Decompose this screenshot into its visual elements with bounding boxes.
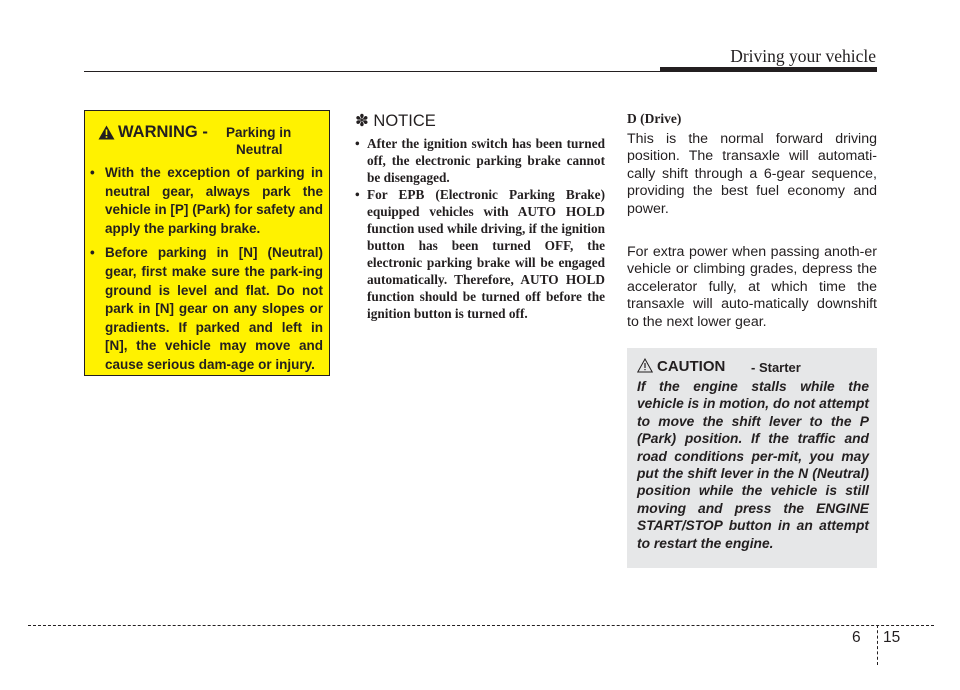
warning-triangle-icon: [98, 125, 115, 140]
warning-subtitle-line1: Parking in: [226, 125, 292, 140]
warning-box: [84, 110, 330, 376]
caution-triangle-icon: [637, 358, 653, 373]
footer-rule: [28, 625, 934, 626]
caution-subtitle: - Starter: [751, 360, 801, 375]
warning-list: [85, 164, 331, 381]
notice-item: • After the ignition switch has been turned off, the electronic parking brake cannot be disengaged.: [355, 136, 605, 185]
section-title: Driving your vehicle: [730, 46, 876, 66]
drive-paragraph: For extra power when passing anoth-er vehicle or climbing grades, depress the accelerator fully, at which time the transaxle will auto-matically downshift to the next lower gear.: [627, 244, 877, 330]
warning-item-text: With the exception of parking in neutral gear, always park the vehicle in [P] (Park) for safety and apply the parking brake.: [105, 165, 323, 236]
notice-item-text: For EPB (Electronic Parking Brake) equipped vehicles with AUTO HOLD function used while driving, if the ignition button has been turned OFF, the electronic parking brake will be engaged automatically. Therefore, AUTO HOLD function should be turned off before the ignition button is turned off.: [367, 187, 605, 321]
header-rule-thick: [660, 67, 877, 72]
warning-item: • Before parking in [N] (Neutral) gear, first make sure the park-ing ground is level and flat. Do not park in [N] gear on any slopes or gradients. If parked and left in [N], the vehicle may move and cause serious dam-age or injury.: [90, 245, 323, 372]
notice-item: • For EPB (Electronic Parking Brake) equipped vehicles with AUTO HOLD function used while driving, if the ignition button has been turned OFF, the electronic parking brake will be engaged automatically. Therefore, AUTO HOLD function should be turned off before the ignition button is turned off.: [355, 187, 605, 321]
notice-title: ✽ NOTICE: [355, 112, 436, 130]
drive-title: D (Drive): [627, 111, 682, 126]
notice-list: [355, 135, 605, 322]
caution-text: If the engine stalls while the vehicle is in motion, do not attempt to move the shift lever to the P (Park) position. If the traffic and road conditions per-mit, you may put the shift lever in the N (Neutral) position while the vehicle is still moving and press the ENGINE START/STOP button in an attempt to restart the engine.: [637, 379, 869, 551]
notice-item-text: After the ignition switch has been turned off, the electronic parking brake cannot be disengaged.: [367, 136, 605, 185]
header-rule: [84, 71, 660, 72]
caution-box: [627, 348, 877, 568]
footer-divider: [877, 625, 878, 665]
page-number: 15: [883, 629, 901, 646]
warning-label: WARNING -: [118, 123, 208, 141]
drive-paragraph: This is the normal forward driving position. The transaxle will automati-cally shift through a 6-gear sequence, providing the best fuel economy and power.: [627, 131, 877, 217]
warning-item-text: Before parking in [N] (Neutral) gear, first make sure the park-ing ground is level and flat. Do not park in [N] gear on any slopes or gradients. If parked and left in [N], the vehicle may move and cause serious dam-age or injury.: [105, 245, 323, 372]
warning-subtitle-line2: Neutral: [236, 142, 283, 157]
chapter-number: 6: [852, 629, 861, 646]
caution-label: CAUTION: [657, 358, 726, 375]
warning-item: • With the exception of parking in neutral gear, always park the vehicle in [P] (Park) for safety and apply the parking brake.: [90, 165, 323, 236]
